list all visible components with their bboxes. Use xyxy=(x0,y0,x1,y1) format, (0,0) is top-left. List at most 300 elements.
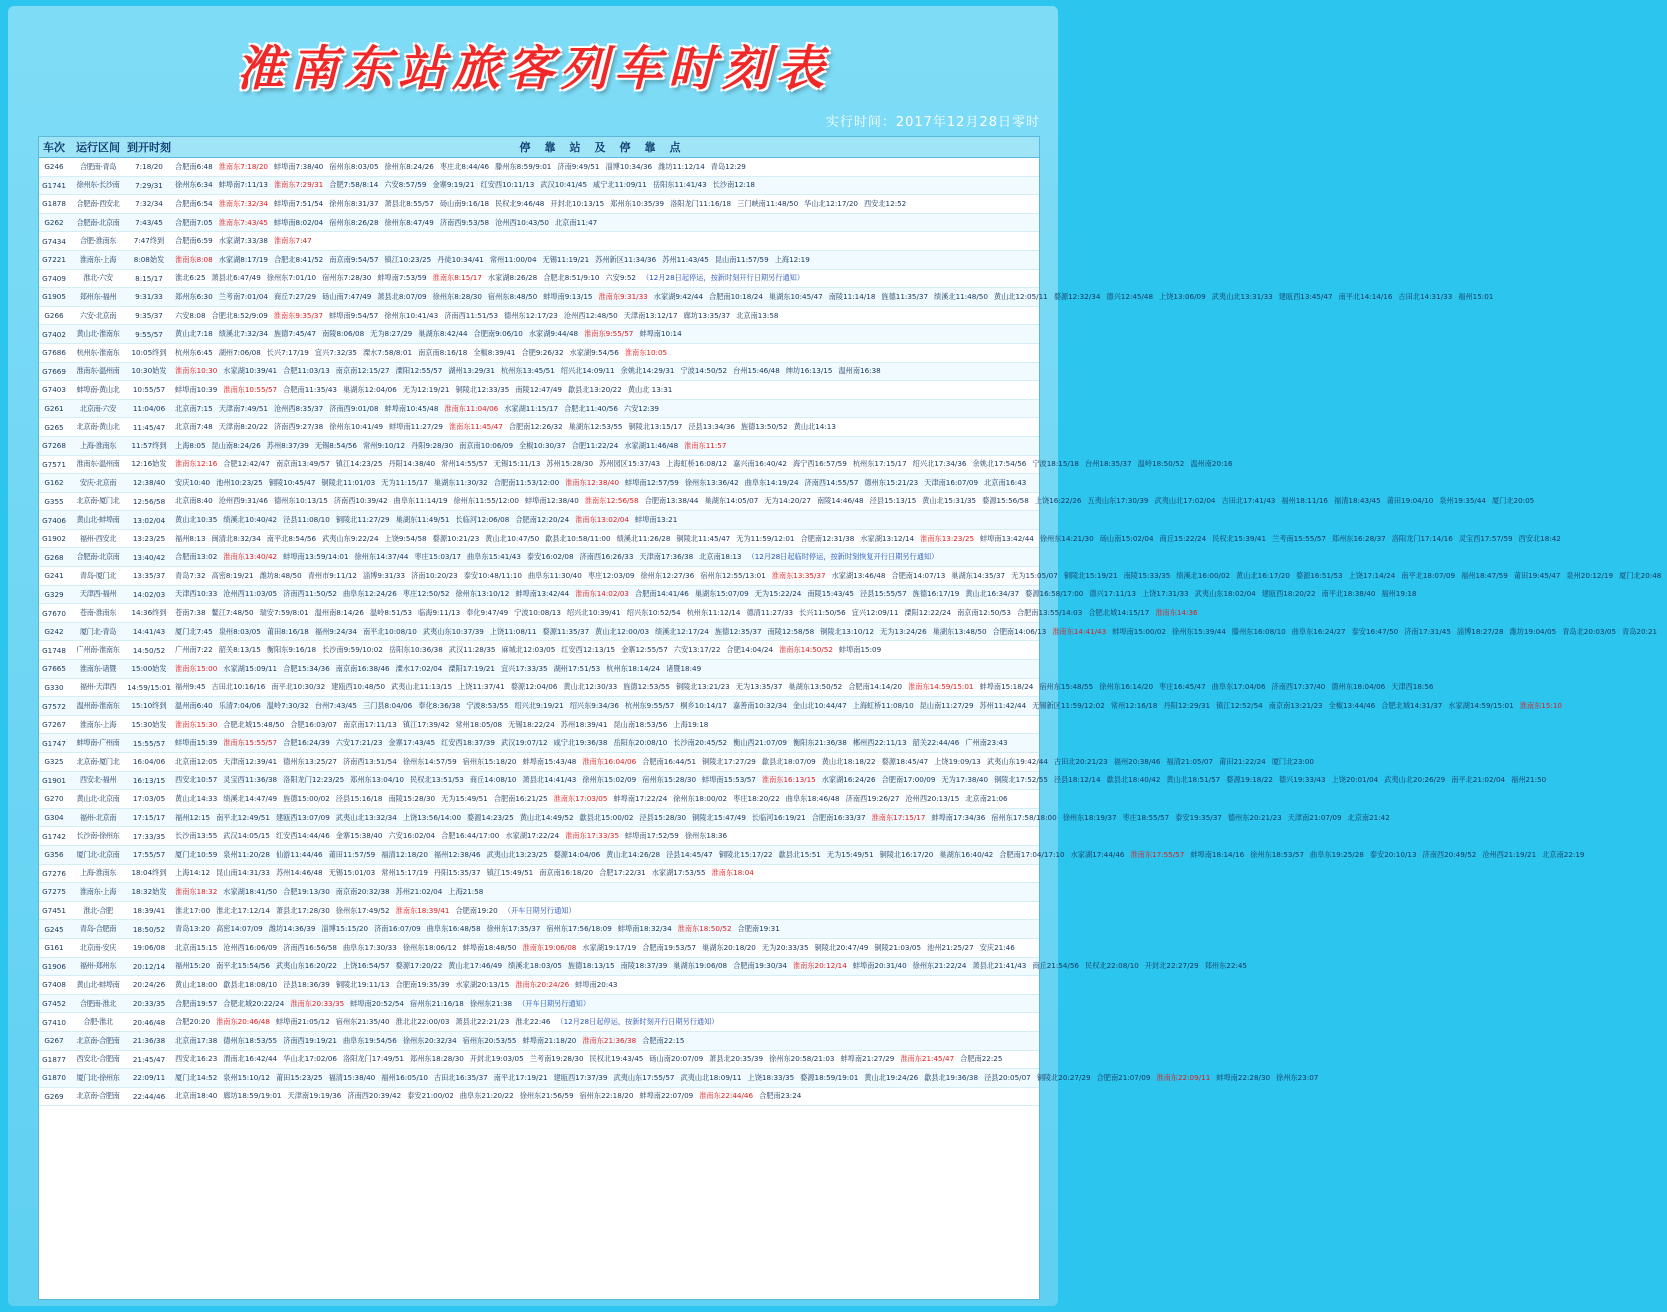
stop: 铜陵北19:11/13 xyxy=(335,979,390,989)
stop-list xyxy=(171,515,1039,525)
stop: 黄山北 13:31 xyxy=(627,384,673,394)
table-row xyxy=(39,1013,1039,1032)
stop: 莆田19:04/10 xyxy=(1386,496,1434,506)
stop: 华山北17:02/06 xyxy=(283,1054,337,1064)
stop: 合肥南19:57 xyxy=(175,998,218,1008)
stop: 曲阜东12:24/26 xyxy=(342,589,397,599)
header-stops: 停靠站及停靠点 xyxy=(519,141,695,154)
stop: 温岭7:30/32 xyxy=(266,701,309,711)
stop: 福清12:18/20 xyxy=(381,849,428,859)
table-row xyxy=(39,641,1039,660)
stop: 德州东13:25/27 xyxy=(283,756,337,766)
stop-list xyxy=(171,1017,1039,1027)
train-number: G7268 xyxy=(42,441,66,451)
stop: 淮北17:00 xyxy=(175,905,211,915)
stop: 蚌埠南21:18/20 xyxy=(522,1035,577,1045)
stop: 蚌埠南12:38/40 xyxy=(524,496,579,506)
stop: 沧州西12:48/50 xyxy=(563,310,618,320)
train-route: 淮南东-上海 xyxy=(79,886,117,896)
stop: 合肥南23:24 xyxy=(759,1091,802,1101)
stop: 苏州8:37/39 xyxy=(266,440,309,450)
train-route: 合肥南-北京南 xyxy=(76,217,120,227)
train-route: 合肥-淮北 xyxy=(83,1017,113,1027)
stop: 水家湖20:13/15 xyxy=(455,979,510,989)
table-row xyxy=(39,493,1535,512)
stop: 溧阳12:55/57 xyxy=(395,366,443,376)
stop: 合肥南6:54 xyxy=(175,198,213,208)
stop: 乐清7:04/06 xyxy=(218,701,261,711)
stop: 宜兴17:33/35 xyxy=(500,663,548,673)
stop-list xyxy=(171,162,1039,172)
stop: 民权北13:51/53 xyxy=(410,775,464,785)
stop: 沧州西11:03/05 xyxy=(223,589,278,599)
stop: 砀山南20:07/09 xyxy=(649,1054,704,1064)
stop-list xyxy=(171,1054,1039,1064)
stop: 南京南16:18/20 xyxy=(539,868,594,878)
train-number: G269 xyxy=(44,1091,64,1101)
stop: 郑州东13:04/10 xyxy=(350,775,404,785)
stop: 合肥南14:41/46 xyxy=(635,589,689,599)
stop: 宿州东17:58/18:00 xyxy=(991,812,1057,822)
table-row xyxy=(39,902,1039,921)
train-number: G242 xyxy=(44,627,64,637)
stop: 苏州11:42/44 xyxy=(979,701,1027,711)
stop: 福清15:38/40 xyxy=(328,1072,376,1082)
stop: 南平北18:07/09 xyxy=(1401,570,1456,580)
train-route: 青岛-厦门北 xyxy=(79,570,117,580)
stop: 合肥北城20:22/24 xyxy=(223,998,285,1008)
stop: 歙县北18:08/10 xyxy=(223,979,278,989)
stop: 济南16:07/09 xyxy=(374,924,421,934)
stop: 枣庄12:50/52 xyxy=(402,589,450,599)
timetable xyxy=(38,136,1662,1300)
stop: 枣庄18:20/22 xyxy=(733,793,780,803)
stop: 合肥南10:18/24 xyxy=(709,291,763,301)
stop: 民权北19:43/45 xyxy=(589,1054,644,1064)
stop: 溧水7:58/8:01 xyxy=(362,347,413,357)
stop: 婺源17:20/22 xyxy=(395,961,443,971)
departure-time: 9:35/37 xyxy=(135,311,163,321)
stop: 铜陵10:45/47 xyxy=(268,477,316,487)
stop: 曲阜东17:04/06 xyxy=(1211,682,1266,692)
stop: 宁波8:53/55 xyxy=(466,701,509,711)
stop: 淮南东11:04/06 xyxy=(444,403,499,413)
stop: 余姚北17:54/56 xyxy=(972,459,1027,469)
stop-list xyxy=(171,478,1039,488)
stop: 无为11:59/12:01 xyxy=(736,533,795,543)
stop: 水家湖17:22/24 xyxy=(505,831,560,841)
stop: 苍南7:38 xyxy=(175,608,206,618)
train-number: G262 xyxy=(44,218,64,228)
stop: 金寨17:43/45 xyxy=(388,738,436,748)
stop: 合肥南21:07/09 xyxy=(1096,1072,1151,1082)
stop: 徐州东20:58/21:03 xyxy=(769,1054,835,1064)
stop: 温州南6:40 xyxy=(175,701,213,711)
stop: 徐州东17:35/37 xyxy=(486,924,541,934)
stop: 金寨9:19/21 xyxy=(432,180,475,190)
stop: 桐乡10:14/17 xyxy=(680,701,727,711)
stop-list xyxy=(171,459,1239,469)
departure-time: 14:50/52 xyxy=(132,645,166,655)
departure-time: 20:46/48 xyxy=(132,1017,166,1027)
stop: 南陵15:28/30 xyxy=(388,793,436,803)
stop: 合肥19:13/30 xyxy=(283,886,330,896)
train-number: G7267 xyxy=(42,720,66,730)
train-route: 北京南-六安 xyxy=(79,403,117,413)
train-route: 合肥南-西安北 xyxy=(76,198,120,208)
train-number: G1906 xyxy=(42,961,66,971)
stop: 南京南8:16/18 xyxy=(418,347,468,357)
table-row xyxy=(39,437,1039,456)
stop: 泰安16:02/08 xyxy=(526,552,574,562)
train-route: 苍南-淮南东 xyxy=(79,608,117,618)
departure-time: 14:36终到 xyxy=(131,608,167,618)
stop: 红安西10:11/13 xyxy=(480,180,535,190)
stop: 铜陵北12:33/35 xyxy=(455,384,510,394)
table-row xyxy=(39,958,1247,977)
stop: 德清11:27/33 xyxy=(746,608,794,618)
train-route: 蚌埠南-黄山北 xyxy=(76,384,120,394)
stop-list xyxy=(171,850,1590,860)
stop: 合肥北城14:15/17 xyxy=(1088,608,1150,618)
stop: 洛阳龙门17:14/16 xyxy=(1391,533,1453,543)
stop: 温州南8:14/26 xyxy=(314,608,364,618)
stop: 济南西19:19/21 xyxy=(283,1035,337,1045)
stop: 郑州东10:35/39 xyxy=(610,198,665,208)
stop: 上饶16:54/57 xyxy=(342,961,390,971)
stop: 蚌埠南21:27/29 xyxy=(840,1054,895,1064)
stop: 苏州15:28/30 xyxy=(546,459,594,469)
stop: 淮南东15:30 xyxy=(175,719,218,729)
table-row xyxy=(39,604,1198,623)
stop-list xyxy=(171,943,1039,953)
stop: 蚌埠南7:51/54 xyxy=(273,198,324,208)
train-number: G1878 xyxy=(42,199,66,209)
stop: 蚌埠南9:54/57 xyxy=(329,310,379,320)
stop: 泾县15:55/57 xyxy=(860,589,907,599)
table-row xyxy=(39,418,1039,437)
stop: 婺源16:51/53 xyxy=(1295,570,1343,580)
table-row xyxy=(39,400,1039,419)
stop: 泾县20:05/07 xyxy=(984,1072,1031,1082)
stop: 合肥南19:31 xyxy=(737,924,780,934)
stop: 武夷山东9:22/24 xyxy=(322,533,379,543)
stop: 徐州东10:41/49 xyxy=(329,422,384,432)
stop: 无为11:15/17 xyxy=(381,477,428,487)
train-number: G7409 xyxy=(42,273,66,283)
stop: 沧州西9:31/46 xyxy=(218,496,268,506)
stop: 合肥南14:07/13 xyxy=(891,570,946,580)
stop: 黄山北18:51/57 xyxy=(1166,775,1221,785)
stop: 西安北18:42 xyxy=(1518,533,1561,543)
stop: 沧州西8:35/37 xyxy=(273,403,324,413)
stop: 沧州西16:06/09 xyxy=(223,942,278,952)
table-row xyxy=(39,976,1039,995)
stop: 巢湖东11:49/51 xyxy=(395,515,450,525)
stop: 铜陵北20:47/49 xyxy=(814,942,869,952)
stop: 淮南东20:46/48 xyxy=(216,1017,270,1027)
stop: 长沙南12:18 xyxy=(712,180,755,190)
stop: 嘉兴南16:40/42 xyxy=(733,459,787,469)
stop: 淮南东17:03/05 xyxy=(553,793,608,803)
stop-list xyxy=(171,1036,1039,1046)
departure-time: 19:06/08 xyxy=(132,943,166,953)
departure-time: 14:41/43 xyxy=(132,627,166,637)
stop: 蚌埠南17:22/24 xyxy=(613,793,668,803)
stop: 婺源14:04/06 xyxy=(553,849,601,859)
stop: 商丘21:54/56 xyxy=(1032,961,1079,971)
stop: 绩溪北14:47/49 xyxy=(223,793,278,803)
departure-time: 17:33/35 xyxy=(132,831,166,841)
stop: 合肥北城14:31/37 xyxy=(1381,701,1443,711)
stop: 武汉11:28/35 xyxy=(448,645,496,655)
table-row xyxy=(39,660,1039,679)
stop: 青岛12:29 xyxy=(710,161,746,171)
stop: 镇江15:49/51 xyxy=(486,868,534,878)
stop: 广州南7:22 xyxy=(175,645,213,655)
stop: 萧县北8:07/09 xyxy=(377,291,427,301)
stop: 南平北10:08/10 xyxy=(362,626,417,636)
stop: 南京南12:15/27 xyxy=(335,366,390,376)
stop: 蚌埠南18:32/34 xyxy=(617,924,672,934)
stop: 上饶9:54/58 xyxy=(384,533,427,543)
stop: 泾县18:36/39 xyxy=(283,979,330,989)
table-row xyxy=(39,734,1039,753)
stop: 厦门北7:45 xyxy=(175,626,213,636)
stop: 天津南8:20/22 xyxy=(218,422,268,432)
stop: 长沙南20:45/52 xyxy=(673,738,728,748)
stop: 巢湖东15:07/09 xyxy=(694,589,749,599)
stop: 合肥15:34/36 xyxy=(283,663,330,673)
table-row xyxy=(39,288,1494,307)
stop: 福清18:43/45 xyxy=(1334,496,1381,506)
stop: 上海21:58 xyxy=(448,886,484,896)
stop-list xyxy=(171,775,1552,785)
stop: 南平北10:30/32 xyxy=(271,682,326,692)
stop: 温州南20:16 xyxy=(1190,459,1233,469)
stop: 旌德7:45/47 xyxy=(273,329,317,339)
stop: 歙县北18:40/42 xyxy=(1106,775,1161,785)
stop: 北京南17:38 xyxy=(175,1035,218,1045)
train-number: G1870 xyxy=(42,1073,66,1083)
stop: 宿州东15:18/20 xyxy=(462,756,517,766)
stop: 德州东12:17/23 xyxy=(504,310,558,320)
stop: 红安西14:44/46 xyxy=(275,831,330,841)
stop: 南京南16:38/46 xyxy=(335,663,390,673)
stop: 淄博9:31/33 xyxy=(362,570,406,580)
stop: 淮南东20:33/35 xyxy=(290,998,345,1008)
stop: 合肥南6:59 xyxy=(175,236,213,246)
stop: 咸宁北19:36/38 xyxy=(553,738,608,748)
stop: 淮南东20:12/14 xyxy=(792,961,847,971)
stop: 上海12:19 xyxy=(774,254,810,264)
stop: 蚌埠南7:53/59 xyxy=(377,273,427,283)
stop: 淮南东11:45/47 xyxy=(448,422,503,432)
stop: 旌德13:50/52 xyxy=(740,422,788,432)
train-number: G261 xyxy=(44,404,64,414)
stop: 合肥南13:55/14:03 xyxy=(1016,608,1083,618)
stop: 水家湖11:46/48 xyxy=(624,440,679,450)
stop: 德州东20:21/23 xyxy=(1227,812,1282,822)
departure-time: 13:02/04 xyxy=(132,515,166,525)
stop: 南平北18:38/40 xyxy=(1321,589,1376,599)
stop: 北京南16:43 xyxy=(984,477,1027,487)
stop: 曲阜东21:20/22 xyxy=(459,1091,514,1101)
stop: 合肥南11:35/43 xyxy=(283,384,337,394)
stop: 无为15:22/24 xyxy=(754,589,802,599)
stop: 镇江14:23/25 xyxy=(335,459,383,469)
stop: 湖州13:29/31 xyxy=(448,366,495,376)
stop: 黄山北12:30/33 xyxy=(563,682,618,692)
stop: 铜陵北20:27/29 xyxy=(1036,1072,1091,1082)
stop: 蚌埠南22:28/30 xyxy=(1216,1072,1271,1082)
stop: 岳阳东20:08/10 xyxy=(613,738,668,748)
stop: 绅坊16:13/15 xyxy=(785,366,833,376)
stop: 北京南21:42 xyxy=(1347,812,1390,822)
stop: 宁波14:50/52 xyxy=(680,366,728,376)
table-row xyxy=(39,623,1658,642)
stop: 绍兴北14:09/11 xyxy=(560,366,615,376)
departure-time: 22:09/11 xyxy=(132,1073,166,1083)
stop: 武夷山北17:02/04 xyxy=(1154,496,1216,506)
stop: 徐州东14:37/44 xyxy=(354,552,409,562)
stop: 济南西11:51/53 xyxy=(444,310,499,320)
stop: 徐州东13:36/42 xyxy=(684,477,739,487)
stop: 淮南东14:02/03 xyxy=(575,589,629,599)
stop: 绍兴北9:19/21 xyxy=(514,701,564,711)
stop: 丹阳15:35/37 xyxy=(433,868,481,878)
stop: 宁波18:15/18 xyxy=(1032,459,1079,469)
stop: 淮南东12:16 xyxy=(175,459,218,469)
stop: 天津南16:07/09 xyxy=(924,477,979,487)
stop: 绩溪北11:48/50 xyxy=(934,291,988,301)
stop: 蚌埠南7:11/13 xyxy=(218,180,268,190)
stop: 水家湖15:09/11 xyxy=(223,663,278,673)
stop: 鳌江7:48/50 xyxy=(211,608,254,618)
table-row xyxy=(39,679,1434,698)
stop-list xyxy=(171,441,1039,451)
train-route: 淮南东-温州南 xyxy=(76,459,120,469)
stop: 古田北10:16/16 xyxy=(211,682,266,692)
stop: 黄山北14:33 xyxy=(175,793,218,803)
stop: 淮南东22:44/46 xyxy=(699,1091,754,1101)
stop: 昆山南18:53/56 xyxy=(613,719,668,729)
stop: 淮南东17:55/57 xyxy=(1130,849,1185,859)
stop: 铜陵北13:10/12 xyxy=(820,626,875,636)
stop: 宿州东22:18/20 xyxy=(579,1091,634,1101)
stop: 上饶16:22/26 xyxy=(1034,496,1082,506)
stop: 北京南18:40 xyxy=(175,1091,218,1101)
stop: 上饶17:31/33 xyxy=(1142,589,1189,599)
stop: 南京南9:54/57 xyxy=(329,254,379,264)
table-row xyxy=(39,846,1585,865)
stop: 淮南东21:36/38 xyxy=(582,1035,637,1045)
stop: 泰安16:47/50 xyxy=(1351,626,1399,636)
stop: 南京南13:49/57 xyxy=(275,459,330,469)
stop-list xyxy=(171,311,1039,321)
stop-list xyxy=(171,589,1423,599)
stop: 宿州东8:26/28 xyxy=(329,217,379,227)
stop: 淮南东12:56/58 xyxy=(584,496,639,506)
stop: 合肥南12:26/32 xyxy=(508,422,563,432)
stop: 古田北17:41/43 xyxy=(1221,496,1276,506)
stop: 旌德12:35/37 xyxy=(714,626,762,636)
departure-time: 22:44/46 xyxy=(132,1091,166,1101)
stop: 蚌埠南13:42/44 xyxy=(515,589,570,599)
train-number: G7572 xyxy=(42,701,66,711)
stop: 商丘7:27/29 xyxy=(273,291,317,301)
table-row xyxy=(39,195,1039,214)
stop: 渭南北16:42/44 xyxy=(223,1054,278,1064)
stop: 淮南东13:23/25 xyxy=(920,533,975,543)
stop-list xyxy=(171,980,1039,990)
stop: 曲阜东18:46/48 xyxy=(785,793,840,803)
stop: 蚌埠南10:14 xyxy=(639,329,682,339)
stop: 淮南东7:43/45 xyxy=(218,217,268,227)
departure-time: 15:00始发 xyxy=(131,663,167,673)
stop: 蚌埠南13:42/44 xyxy=(980,533,1034,543)
stop: 南平北21:02/04 xyxy=(1451,775,1506,785)
stop: 上海14:12 xyxy=(175,868,211,878)
stop: 安庆21:46 xyxy=(979,942,1015,952)
stop: 德州东18:53/55 xyxy=(223,1035,278,1045)
stop: 建瓯西13:45/47 xyxy=(1278,291,1333,301)
stop: 沧州西21:19/21 xyxy=(1482,849,1537,859)
stop: 蚌埠南15:39 xyxy=(175,738,218,748)
departure-time: 7:18/20 xyxy=(135,162,163,172)
departure-time: 14:02/03 xyxy=(132,589,166,599)
stop: 蚌埠南7:38/40 xyxy=(273,161,324,171)
stop: 蚌埠南18:48/50 xyxy=(462,942,517,952)
stop: 六安9:52 xyxy=(605,273,636,283)
stop: 仙游11:44/46 xyxy=(275,849,323,859)
stop: 福州15:01 xyxy=(1458,291,1494,301)
stop: 淮南东10:05 xyxy=(624,347,668,357)
stop: 海宁西16:57/59 xyxy=(792,459,847,469)
stop: 泾县13:34/36 xyxy=(688,422,735,432)
stop: 兰考南19:28/30 xyxy=(529,1054,584,1064)
stop: 水家湖9:44/48 xyxy=(528,329,579,339)
table-row xyxy=(39,586,1417,605)
stop: 淮南东17:33/35 xyxy=(565,831,620,841)
stop: 宿州东21:16/18 xyxy=(410,998,464,1008)
stop: 合肥南6:48 xyxy=(175,161,213,171)
departure-time: 8:08始发 xyxy=(133,254,165,264)
stop: 西安北12:52 xyxy=(863,198,907,208)
stop: 福州16:05/10 xyxy=(381,1072,428,1082)
stop: 枣庄18:55/57 xyxy=(1122,812,1170,822)
stop: 合肥16:24/39 xyxy=(283,738,330,748)
stop: 合肥南14:06/13 xyxy=(992,626,1047,636)
stop: 常州9:10/12 xyxy=(362,440,406,450)
stop: 无为15:49/51 xyxy=(826,849,874,859)
stop-list xyxy=(171,701,1568,711)
stop: 绩溪北7:32/34 xyxy=(218,329,268,339)
stop: 宿州东17:56/18:09 xyxy=(546,924,612,934)
stop: 淄博15:15/20 xyxy=(321,924,369,934)
stop: 淮南东18:32 xyxy=(175,886,218,896)
stop: 旌德11:35/37 xyxy=(881,291,929,301)
train-route: 西安北-福州 xyxy=(79,775,117,785)
stop: 曲阜东15:41/43 xyxy=(467,552,521,562)
stop: 曲阜东19:54/56 xyxy=(342,1035,397,1045)
stop: 衡阳东21:36/38 xyxy=(792,738,847,748)
stop: 合肥南9:06/10 xyxy=(473,329,523,339)
stop: 洛阳龙门17:49/51 xyxy=(342,1054,404,1064)
stop: （12月28日起停运，按新时刻开行日期另行通知） xyxy=(556,1017,719,1027)
train-route: 北京南-合肥南 xyxy=(76,1091,120,1101)
table-row xyxy=(39,381,1039,400)
